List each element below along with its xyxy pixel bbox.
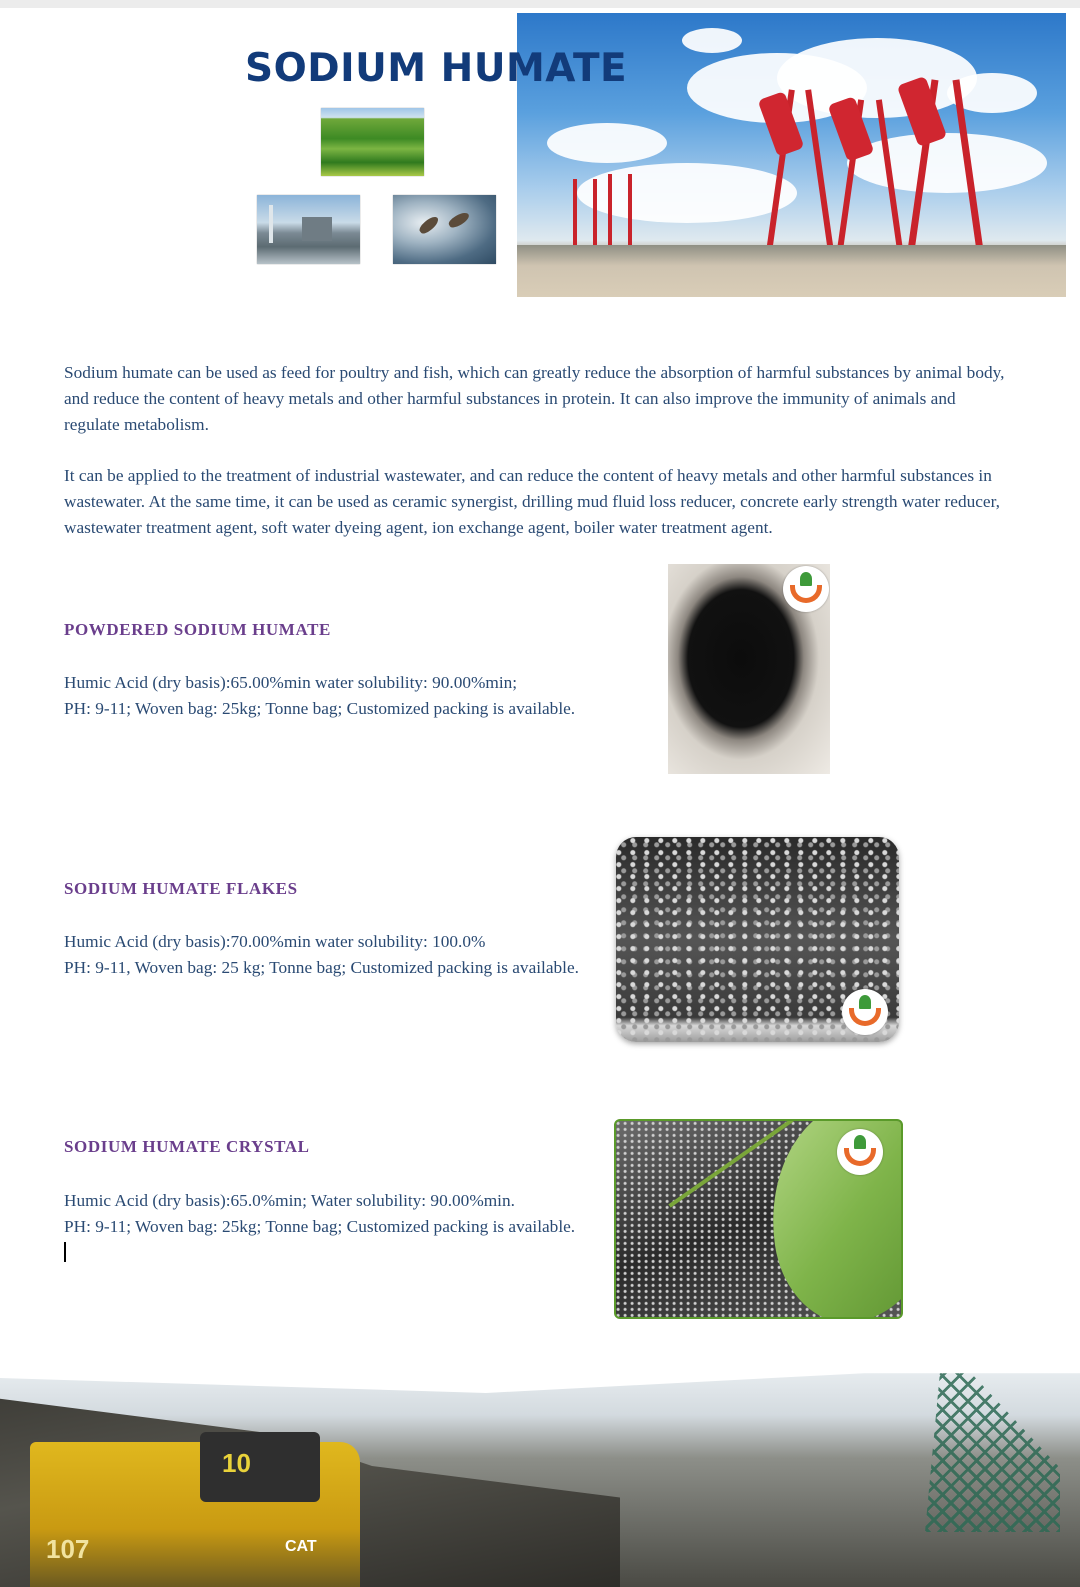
truck-brand-label: CAT	[285, 1538, 317, 1555]
text-cursor	[64, 1242, 66, 1262]
section-title-flakes: SODIUM HUMATE FLAKES	[64, 879, 298, 898]
spec-flakes-line-2: PH: 9-11, Woven bag: 25 kg; Tonne bag; Customized packing is available.	[64, 958, 579, 977]
brand-logo-icon	[842, 989, 888, 1035]
spec-crystal-line-2: PH: 9-11; Woven bag: 25kg; Tonne bag; Customized packing is available.	[64, 1217, 576, 1236]
intro-paragraph-wastewater: It can be applied to the treatment of industrial wastewater, and can reduce the content of heavy metals and other harmful substances in wastewater. At the same time, it can be used as ceramic synergist, drilling mud fluid loss reducer, concrete early strength water reducer, wastewater treatment agent, soft water dyeing agent, ion exchange agent, boiler water treatment agent.	[64, 466, 1000, 537]
intro-paragraph-feed: Sodium humate can be used as feed for poultry and fish, which can greatly reduce the absorption of harmful substances by animal body, and reduce the content of heavy metals and other harmful substances in protein. It can also improve the immunity of animals and regulate metabolism.	[64, 363, 1005, 434]
sodium-humate-crystal-photo	[614, 1119, 903, 1319]
section-title-powdered: POWDERED SODIUM HUMATE	[64, 620, 331, 639]
spec-powdered-line-2: PH: 9-11; Woven bag: 25kg; Tonne bag; Customized packing is available.	[64, 699, 576, 718]
brand-logo-icon	[837, 1129, 883, 1175]
fish-thumbnail	[393, 195, 496, 264]
factory-thumbnail	[257, 195, 360, 264]
truck-number-10: 10	[222, 1448, 251, 1478]
spec-powdered-line-1: Humic Acid (dry basis):65.00%min water solubility: 90.00%min;	[64, 673, 518, 692]
mining-photo	[0, 1372, 1080, 1587]
page-title: SODIUM HUMATE	[245, 46, 628, 91]
farmland-thumbnail	[321, 108, 424, 176]
spec-crystal-line-1: Humic Acid (dry basis):65.0%min; Water solubility: 90.00%min.	[64, 1191, 515, 1210]
truck-number-107: 107	[46, 1534, 90, 1564]
sodium-humate-flakes-photo	[616, 837, 899, 1042]
spec-flakes-line-1: Humic Acid (dry basis):70.00%min water solubility: 100.0%	[64, 932, 486, 951]
brand-logo-icon	[783, 566, 829, 612]
powdered-sodium-humate-photo	[668, 564, 830, 774]
top-bar	[0, 0, 1080, 8]
section-title-crystal: SODIUM HUMATE CRYSTAL	[64, 1137, 310, 1156]
